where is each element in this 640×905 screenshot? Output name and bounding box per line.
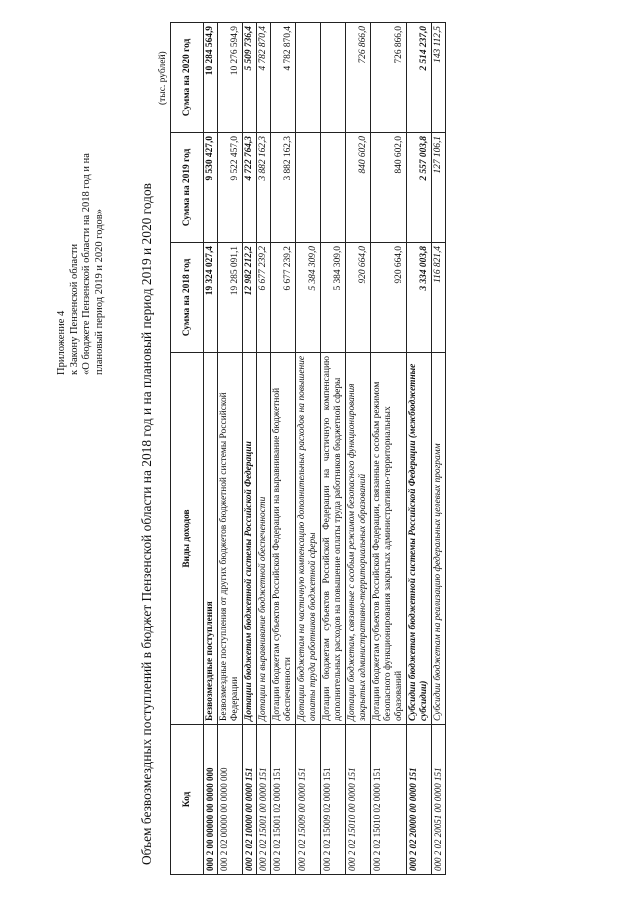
row-code: 000 2 02 00000 00 0000 000 (218, 725, 243, 875)
appendix-line-3: «О бюджете Пензенской области на 2018 год и на (81, 153, 93, 375)
row-2019: 9 522 457,0 (218, 133, 243, 243)
row-2018: 12 982 212,2 (243, 243, 257, 353)
row-code: 000 2 02 10000 00 0000 151 (243, 725, 257, 875)
row-name: Дотации бюджетам субъектов Российской Федерации, связанные с особым режимом безопасного функционирования закрытых административно-территориальных образований (371, 353, 407, 725)
row-2019 (321, 133, 346, 243)
row-name: Дотации бюджетам субъектов Российской Федерации на выравнивание бюджетной обеспеченности (271, 353, 296, 725)
row-2018: 116 821,4 (432, 243, 446, 353)
row-2018: 920 664,0 (346, 243, 371, 353)
row-2020: 5 509 736,4 (243, 23, 257, 133)
row-2020: 4 782 870,4 (271, 23, 296, 133)
table-row (346, 23, 371, 875)
row-code: 000 2 02 20000 00 0000 151 (407, 725, 432, 875)
row-code: 000 2 00 00000 00 0000 000 (204, 725, 218, 875)
table-row (371, 23, 407, 875)
appendix-line-2: к Закону Пензенской области (68, 243, 80, 375)
row-2018: 6 677 239,2 (271, 243, 296, 353)
row-2020: 726 866,0 (346, 23, 371, 133)
row-2018: 5 384 309,0 (321, 243, 346, 353)
row-2020: 726 866,0 (371, 23, 407, 133)
appendix-line-4: плановый период 2019 и 2020 годов» (93, 209, 105, 375)
row-code: 000 2 02 15001 00 0000 151 (257, 725, 271, 875)
row-name: Безвозмездные поступления (204, 353, 218, 725)
row-2020: 4 782 870,4 (257, 23, 271, 133)
row-name: Субсидии бюджетам бюджетной системы Российской Федерации (межбюджетные субсидии) (407, 353, 432, 725)
row-2019: 2 557 003,8 (407, 133, 432, 243)
row-name: Дотации бюджетам бюджетной системы Российской Федерации (243, 353, 257, 725)
appendix-line-1: Приложение 4 (56, 310, 67, 375)
table-row (271, 23, 296, 875)
table-row (296, 23, 321, 875)
row-code: 000 2 02 15009 00 0000 151 (296, 725, 321, 875)
table-row (243, 23, 257, 875)
header-2018: Сумма на 2018 год (171, 243, 204, 353)
document-title: Объем безвозмездных поступлений в бюджет Пензенской области на 2018 год и на плановый период 2019 и 2020 годов (139, 183, 154, 865)
row-2019: 3 882 162,3 (271, 133, 296, 243)
row-2019 (296, 133, 321, 243)
header-2019: Сумма на 2019 год (171, 133, 204, 243)
row-2019: 840 602,0 (346, 133, 371, 243)
row-name: Субсидии бюджетам на реализацию федеральных целевых программ (432, 353, 446, 725)
table-row (432, 23, 446, 875)
row-code: 000 2 02 15010 02 0000 151 (371, 725, 407, 875)
row-2019: 9 530 427,0 (204, 133, 218, 243)
table-row (257, 23, 271, 875)
row-code: 000 2 02 15009 02 0000 151 (321, 725, 346, 875)
row-name: Безвозмездные поступления от других бюджетов бюджетной системы Российской Федерации (218, 353, 243, 725)
row-2018: 19 324 027,4 (204, 243, 218, 353)
row-2018: 19 285 091,1 (218, 243, 243, 353)
row-2019: 3 882 162,3 (257, 133, 271, 243)
row-2018: 920 664,0 (371, 243, 407, 353)
header-2020: Сумма на 2020 год (171, 23, 204, 133)
row-2020 (296, 23, 321, 133)
revenue-table (170, 22, 446, 875)
row-code: 000 2 02 15001 02 0000 151 (271, 725, 296, 875)
row-2020: 10 276 594,9 (218, 23, 243, 133)
unit-label: (тыс. рублей) (158, 51, 168, 105)
row-2019: 4 722 764,3 (243, 133, 257, 243)
row-2020: 10 284 564,9 (204, 23, 218, 133)
row-2020: 2 514 237,0 (407, 23, 432, 133)
row-2020 (321, 23, 346, 133)
header-name: Виды доходов (171, 353, 204, 725)
header-code: Код (171, 725, 204, 875)
row-2020: 143 112,5 (432, 23, 446, 133)
row-name: Дотации бюджетам, связанные с особым режимом безопасного функционирования закрытых административно-территориальных образований (346, 353, 371, 725)
table-header-row (171, 23, 204, 875)
row-code: 000 2 02 15010 00 0000 151 (346, 725, 371, 875)
row-2019: 840 602,0 (371, 133, 407, 243)
table-row (218, 23, 243, 875)
appendix-header (56, 153, 106, 375)
table-row (321, 23, 346, 875)
row-2018: 3 334 003,8 (407, 243, 432, 353)
table-row (407, 23, 432, 875)
row-name: Дотации бюджетам субъектов Российской Федерации на частичную компенсацию дополнительных расходов на повышение оплаты труда работников бюджетной сферы (321, 353, 346, 725)
row-2018: 6 677 239,2 (257, 243, 271, 353)
row-code: 000 2 02 20051 00 0000 151 (432, 725, 446, 875)
table-row (204, 23, 218, 875)
row-2019: 127 106,1 (432, 133, 446, 243)
row-name: Дотации на выравнивание бюджетной обеспеченности (257, 353, 271, 725)
row-name: Дотации бюджетам на частичную компенсацию дополнительных расходов на повышение оплаты труда работников бюджетной сферы (296, 353, 321, 725)
row-2018: 5 384 309,0 (296, 243, 321, 353)
